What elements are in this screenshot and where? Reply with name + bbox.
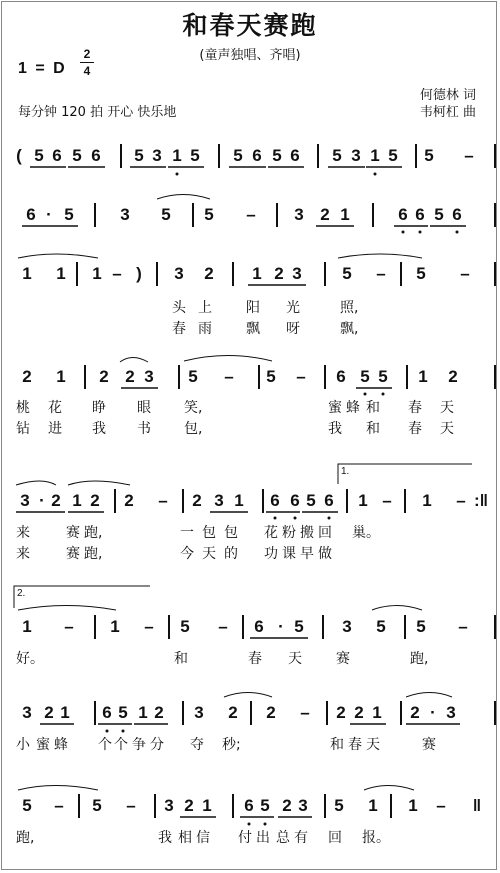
lyric-syllable: 呀 <box>286 321 300 337</box>
barline <box>94 615 96 639</box>
barline <box>276 203 278 227</box>
notation-symbol: 5 <box>306 491 316 510</box>
notation-symbol: 5 <box>204 205 214 224</box>
notation-symbol: · <box>39 491 45 510</box>
notation-symbol: 2 <box>192 491 202 510</box>
lyric-line <box>0 398 500 418</box>
notation-symbol: 1 <box>408 796 418 815</box>
lyric-syllable: 和 <box>330 737 344 753</box>
notation-symbol: 6 <box>290 146 300 165</box>
notation-symbol: · <box>46 205 52 224</box>
notation-symbol: 1 <box>56 367 66 386</box>
lyric-syllable: 来 <box>16 546 30 562</box>
lyric-syllable: 雨 <box>198 321 212 337</box>
notation-symbol: 2 <box>204 264 214 283</box>
lyric-syllable: 回 <box>328 830 342 846</box>
lyric-syllable: 跑, <box>84 525 103 541</box>
notation-row <box>0 141 500 171</box>
barline <box>494 701 496 725</box>
lyric-syllable: 天 <box>440 421 454 437</box>
notation-symbol: 1 <box>370 146 380 165</box>
notation-symbol: :‖ <box>473 491 489 510</box>
notation-symbol: 6 <box>336 367 346 386</box>
notation-symbol: 5 <box>332 146 342 165</box>
lyric-syllable: 天 <box>288 651 302 667</box>
barline <box>258 365 260 389</box>
tempo-marking: 每分钟 120 拍 开心 快乐地 <box>18 105 177 120</box>
composer-credit: 韦柯杠 曲 <box>419 105 476 120</box>
lyric-syllable: 跑, <box>16 830 35 846</box>
lyric-syllable: 笑, <box>184 400 203 416</box>
notation-symbol: 3 <box>174 264 184 283</box>
notation-symbol: 1 <box>92 264 102 283</box>
notation-symbol: 6 <box>254 617 264 636</box>
notation-symbol: ( <box>16 146 22 165</box>
lyricist-credit: 何德林 词 <box>419 88 476 103</box>
lyric-syllable: 阳 <box>246 300 260 316</box>
notation-symbol: 3 <box>164 796 174 815</box>
barline <box>404 489 406 513</box>
lyric-line <box>0 828 500 848</box>
barline <box>404 615 406 639</box>
barline <box>494 144 496 168</box>
notation-symbol: 2 <box>282 796 292 815</box>
lyric-syllable: 跑, <box>84 546 103 562</box>
lyric-syllable: 分 <box>150 737 164 753</box>
barline <box>494 615 496 639</box>
notation-symbol: 6 <box>324 491 334 510</box>
notation-symbol: 5 <box>233 146 243 165</box>
notation-symbol: – <box>54 796 64 815</box>
lyric-syllable: 回 <box>318 525 332 541</box>
lyric-syllable: 出 <box>256 830 270 846</box>
notation-row <box>0 362 500 392</box>
notation-symbol: 5 <box>434 205 444 224</box>
notation-symbol: 6 <box>415 205 425 224</box>
lyric-syllable: 跑, <box>410 651 429 667</box>
barline <box>156 262 158 286</box>
barline <box>182 701 184 725</box>
barline <box>120 144 122 168</box>
lyric-syllable: 信 <box>196 830 210 846</box>
notation-symbol: – <box>300 703 310 722</box>
lyric-line <box>0 419 500 439</box>
notation-symbol: – <box>296 367 306 386</box>
barline <box>192 203 194 227</box>
notation-symbol: 2 <box>354 703 364 722</box>
notation-symbol: 2 <box>125 367 135 386</box>
lyric-syllable: 付 <box>238 830 252 846</box>
barline <box>322 615 324 639</box>
notation-symbol: 5 <box>334 796 344 815</box>
notation-symbol: 5 <box>294 617 304 636</box>
lyric-syllable: 一 <box>180 525 194 541</box>
barline <box>182 489 184 513</box>
lyric-syllable: 春 <box>408 400 422 416</box>
notation-symbol: 1 <box>172 146 182 165</box>
notation-symbol: – <box>246 205 256 224</box>
notation-symbol: 3 <box>292 264 302 283</box>
volta-first-label: 1. <box>341 466 350 477</box>
lyric-syllable: 照, <box>340 300 359 316</box>
lyric-syllable: 头 <box>172 300 186 316</box>
notation-symbol: 5 <box>266 367 276 386</box>
barline <box>494 365 496 389</box>
notation-symbol: 6 <box>270 491 280 510</box>
lyric-syllable: 来 <box>16 525 30 541</box>
notation-symbol: 5 <box>260 796 270 815</box>
barline <box>400 262 402 286</box>
lyric-syllable: 和 <box>366 400 380 416</box>
lyric-syllable: 花 <box>264 525 278 541</box>
notation-symbol: ) <box>136 264 142 283</box>
notation-symbol: – <box>382 491 392 510</box>
lyric-syllable: 相 <box>178 830 192 846</box>
notation-symbol: 5 <box>188 367 198 386</box>
notation-symbol: 3 <box>214 491 224 510</box>
notation-symbol: 2 <box>274 264 284 283</box>
notation-symbol: 1 <box>110 617 120 636</box>
notation-symbol: – <box>218 617 228 636</box>
lyric-syllable: 我 <box>92 421 106 437</box>
lyric-syllable: 争 <box>132 737 146 753</box>
barline <box>415 144 417 168</box>
lyric-syllable: 赛 <box>66 525 80 541</box>
barline <box>390 794 392 818</box>
lyric-syllable: 天 <box>366 737 380 753</box>
notation-symbol: 6 <box>452 205 462 224</box>
notation-symbol: 1 <box>252 264 262 283</box>
notation-symbol: 6 <box>26 205 36 224</box>
notation-symbol: – <box>458 617 468 636</box>
notation-symbol: 1 <box>358 491 368 510</box>
notation-symbol: 6 <box>244 796 254 815</box>
lyric-syllable: 蜜 <box>328 400 342 416</box>
notation-symbol: 5 <box>360 367 370 386</box>
notation-row <box>0 698 500 728</box>
lyric-syllable: 春 <box>408 421 422 437</box>
notation-symbol: 5 <box>161 205 171 224</box>
notation-symbol: 5 <box>134 146 144 165</box>
lyric-syllable: 秒; <box>222 737 241 753</box>
lyric-syllable: 包 <box>202 525 216 541</box>
notation-symbol: – <box>456 491 466 510</box>
notation-symbol: 3 <box>22 703 32 722</box>
lyric-syllable: 搬 <box>300 525 314 541</box>
barline <box>317 144 319 168</box>
lyric-syllable: 眼 <box>137 400 151 416</box>
barline <box>76 262 78 286</box>
notation-symbol: 2 <box>99 367 109 386</box>
notation-symbol: 1 <box>22 264 32 283</box>
notation-symbol: – <box>144 617 154 636</box>
notation-symbol: 2 <box>90 491 100 510</box>
notation-symbol: 3 <box>351 146 361 165</box>
notation-symbol: 5 <box>388 146 398 165</box>
notation-symbol: ‖ <box>472 796 482 815</box>
lyric-syllable: 春 <box>348 737 362 753</box>
volta-second-bracket <box>14 586 150 608</box>
notation-symbol: 2 <box>184 796 194 815</box>
meter-bottom: 4 <box>83 64 91 78</box>
lyric-syllable: 课 <box>282 546 296 562</box>
lyric-syllable: 飘 <box>246 321 260 337</box>
lyric-syllable: 我 <box>328 421 342 437</box>
barline <box>326 701 328 725</box>
notation-symbol: 1 <box>422 491 432 510</box>
barline <box>94 203 96 227</box>
lyric-syllable: 巢。 <box>352 525 380 541</box>
notation-symbol: 6 <box>252 146 262 165</box>
notation-symbol: 1 <box>72 491 82 510</box>
lyric-syllable: 包 <box>224 525 238 541</box>
barline <box>346 489 348 513</box>
lyric-syllable: 有 <box>294 830 308 846</box>
lyric-syllable: 早 <box>300 546 314 562</box>
notation-row <box>0 259 500 289</box>
barline <box>400 701 402 725</box>
notation-symbol: 2 <box>320 205 330 224</box>
lyric-syllable: 春 <box>248 651 262 667</box>
notation-symbol: 6 <box>102 703 112 722</box>
key-signature: 1 = D <box>18 60 67 77</box>
notation-row <box>0 200 500 230</box>
barline <box>84 365 86 389</box>
lyric-syllable: 钻 <box>16 421 30 437</box>
notation-symbol: 2 <box>336 703 346 722</box>
lyric-syllable: 天 <box>202 546 216 562</box>
notation-symbol: 2 <box>22 367 32 386</box>
notation-symbol: 3 <box>342 617 352 636</box>
notation-symbol: 6 <box>91 146 101 165</box>
notation-symbol: – <box>464 146 474 165</box>
notation-row <box>0 791 500 821</box>
lyric-syllable: 报。 <box>362 830 390 846</box>
notation-symbol: 1 <box>138 703 148 722</box>
barline <box>250 701 252 725</box>
lyric-syllable: 赛 <box>422 737 436 753</box>
notation-symbol: 3 <box>20 491 30 510</box>
barline <box>324 365 326 389</box>
notation-symbol: – <box>224 367 234 386</box>
barline <box>94 701 96 725</box>
lyric-syllable: 的 <box>224 546 238 562</box>
notation-symbol: 5 <box>376 617 386 636</box>
lyric-syllable: 功 <box>264 546 278 562</box>
lyric-syllable: 包, <box>184 421 203 437</box>
notation-symbol: 5 <box>424 146 434 165</box>
lyric-syllable: 今 <box>180 546 194 562</box>
barline <box>178 365 180 389</box>
notation-symbol: 3 <box>194 703 204 722</box>
barline <box>232 794 234 818</box>
notation-symbol: 3 <box>152 146 162 165</box>
notation-symbol: 5 <box>416 617 426 636</box>
meter-top: 2 <box>83 47 91 61</box>
lyric-syllable: 夺 <box>190 737 204 753</box>
barline <box>168 615 170 639</box>
lyric-syllable: 花 <box>48 400 62 416</box>
notation-symbol: 3 <box>298 796 308 815</box>
notation-symbol: 2 <box>266 703 276 722</box>
notation-symbol: 1 <box>418 367 428 386</box>
lyric-syllable: 蜜 <box>36 737 50 753</box>
notation-symbol: 5 <box>180 617 190 636</box>
notation-symbol: 1 <box>368 796 378 815</box>
lyric-line <box>0 319 500 339</box>
notation-symbol: 3 <box>120 205 130 224</box>
lyric-syllable: 和 <box>366 421 380 437</box>
notation-symbol: 2 <box>44 703 54 722</box>
lyric-syllable: 桃 <box>16 400 30 416</box>
barline <box>372 203 374 227</box>
notation-symbol: 2 <box>228 703 238 722</box>
song-subtitle: (童声独唱、齐唱) <box>199 48 301 63</box>
notation-symbol: 5 <box>22 796 32 815</box>
barline <box>218 144 220 168</box>
notation-symbol: 1 <box>234 491 244 510</box>
barline <box>114 489 116 513</box>
notation-symbol: 1 <box>22 617 32 636</box>
lyric-syllable: 我 <box>158 830 172 846</box>
notation-symbol: 5 <box>416 264 426 283</box>
lyric-line <box>0 544 500 564</box>
notation-symbol: 5 <box>64 205 74 224</box>
lyric-syllable: 天 <box>440 400 454 416</box>
notation-symbol: 1 <box>56 264 66 283</box>
lyric-syllable: 总 <box>276 830 290 846</box>
notation-symbol: 1 <box>372 703 382 722</box>
notation-symbol: 3 <box>446 703 456 722</box>
barline <box>232 262 234 286</box>
lyric-syllable: 光 <box>286 300 300 316</box>
lyric-line <box>0 735 500 755</box>
lyric-line <box>0 649 500 669</box>
volta-second-label: 2. <box>17 588 26 599</box>
notation-symbol: 6 <box>398 205 408 224</box>
barline <box>324 262 326 286</box>
lyric-syllable: 蜂 <box>346 400 360 416</box>
lyric-line <box>0 523 500 543</box>
notation-symbol: 2 <box>448 367 458 386</box>
notation-row <box>0 612 500 642</box>
notation-symbol: – <box>126 796 136 815</box>
barline <box>494 262 496 286</box>
barline <box>406 365 408 389</box>
notation-symbol: 6 <box>290 491 300 510</box>
notation-symbol: – <box>376 264 386 283</box>
notation-symbol: · <box>430 703 436 722</box>
notation-symbol: 5 <box>34 146 44 165</box>
lyric-syllable: 小 <box>16 737 30 753</box>
barline <box>324 794 326 818</box>
notation-symbol: 3 <box>144 367 154 386</box>
notation-symbol: 6 <box>52 146 62 165</box>
lyric-syllable: 赛 <box>336 651 350 667</box>
song-title: 和春天赛跑 <box>182 11 318 40</box>
notation-symbol: 1 <box>202 796 212 815</box>
notation-symbol: 3 <box>294 205 304 224</box>
notation-symbol: 2 <box>410 703 420 722</box>
notation-symbol: 5 <box>190 146 200 165</box>
barline <box>154 794 156 818</box>
lyric-syllable: 进 <box>48 421 62 437</box>
notation-symbol: – <box>64 617 74 636</box>
barline <box>78 794 80 818</box>
volta-first-bracket <box>338 464 472 484</box>
notation-symbol: 1 <box>60 703 70 722</box>
barline <box>494 203 496 227</box>
lyric-syllable: 飘, <box>340 321 359 337</box>
notation-symbol: – <box>436 796 446 815</box>
notation-symbol: 2 <box>124 491 134 510</box>
barline <box>242 615 244 639</box>
lyric-syllable: 春 <box>172 321 186 337</box>
notation-symbol: – <box>158 491 168 510</box>
lyric-syllable: 书 <box>137 421 151 437</box>
lyric-syllable: 粉 <box>282 525 296 541</box>
notation-symbol: 5 <box>92 796 102 815</box>
lyric-syllable: 个 <box>114 737 128 753</box>
notation-row <box>0 486 500 516</box>
lyric-syllable: 好。 <box>16 651 44 667</box>
notation-symbol: 5 <box>118 703 128 722</box>
lyric-syllable: 赛 <box>66 546 80 562</box>
notation-symbol: 5 <box>378 367 388 386</box>
notation-symbol: 2 <box>154 703 164 722</box>
lyric-syllable: 蜂 <box>54 737 68 753</box>
notation-symbol: 2 <box>51 491 61 510</box>
notation-symbol: · <box>278 617 284 636</box>
notation-symbol: 5 <box>342 264 352 283</box>
notation-symbol: 5 <box>72 146 82 165</box>
lyric-syllable: 上 <box>198 300 212 316</box>
notation-symbol: – <box>112 264 122 283</box>
barline <box>262 489 264 513</box>
lyric-syllable: 和 <box>174 651 188 667</box>
lyric-syllable: 做 <box>318 546 332 562</box>
lyric-line <box>0 298 500 318</box>
notation-symbol: 5 <box>272 146 282 165</box>
notation-symbol: – <box>460 264 470 283</box>
lyric-syllable: 睁 <box>92 400 106 416</box>
notation-symbol: 1 <box>340 205 350 224</box>
lyric-syllable: 个 <box>98 737 112 753</box>
